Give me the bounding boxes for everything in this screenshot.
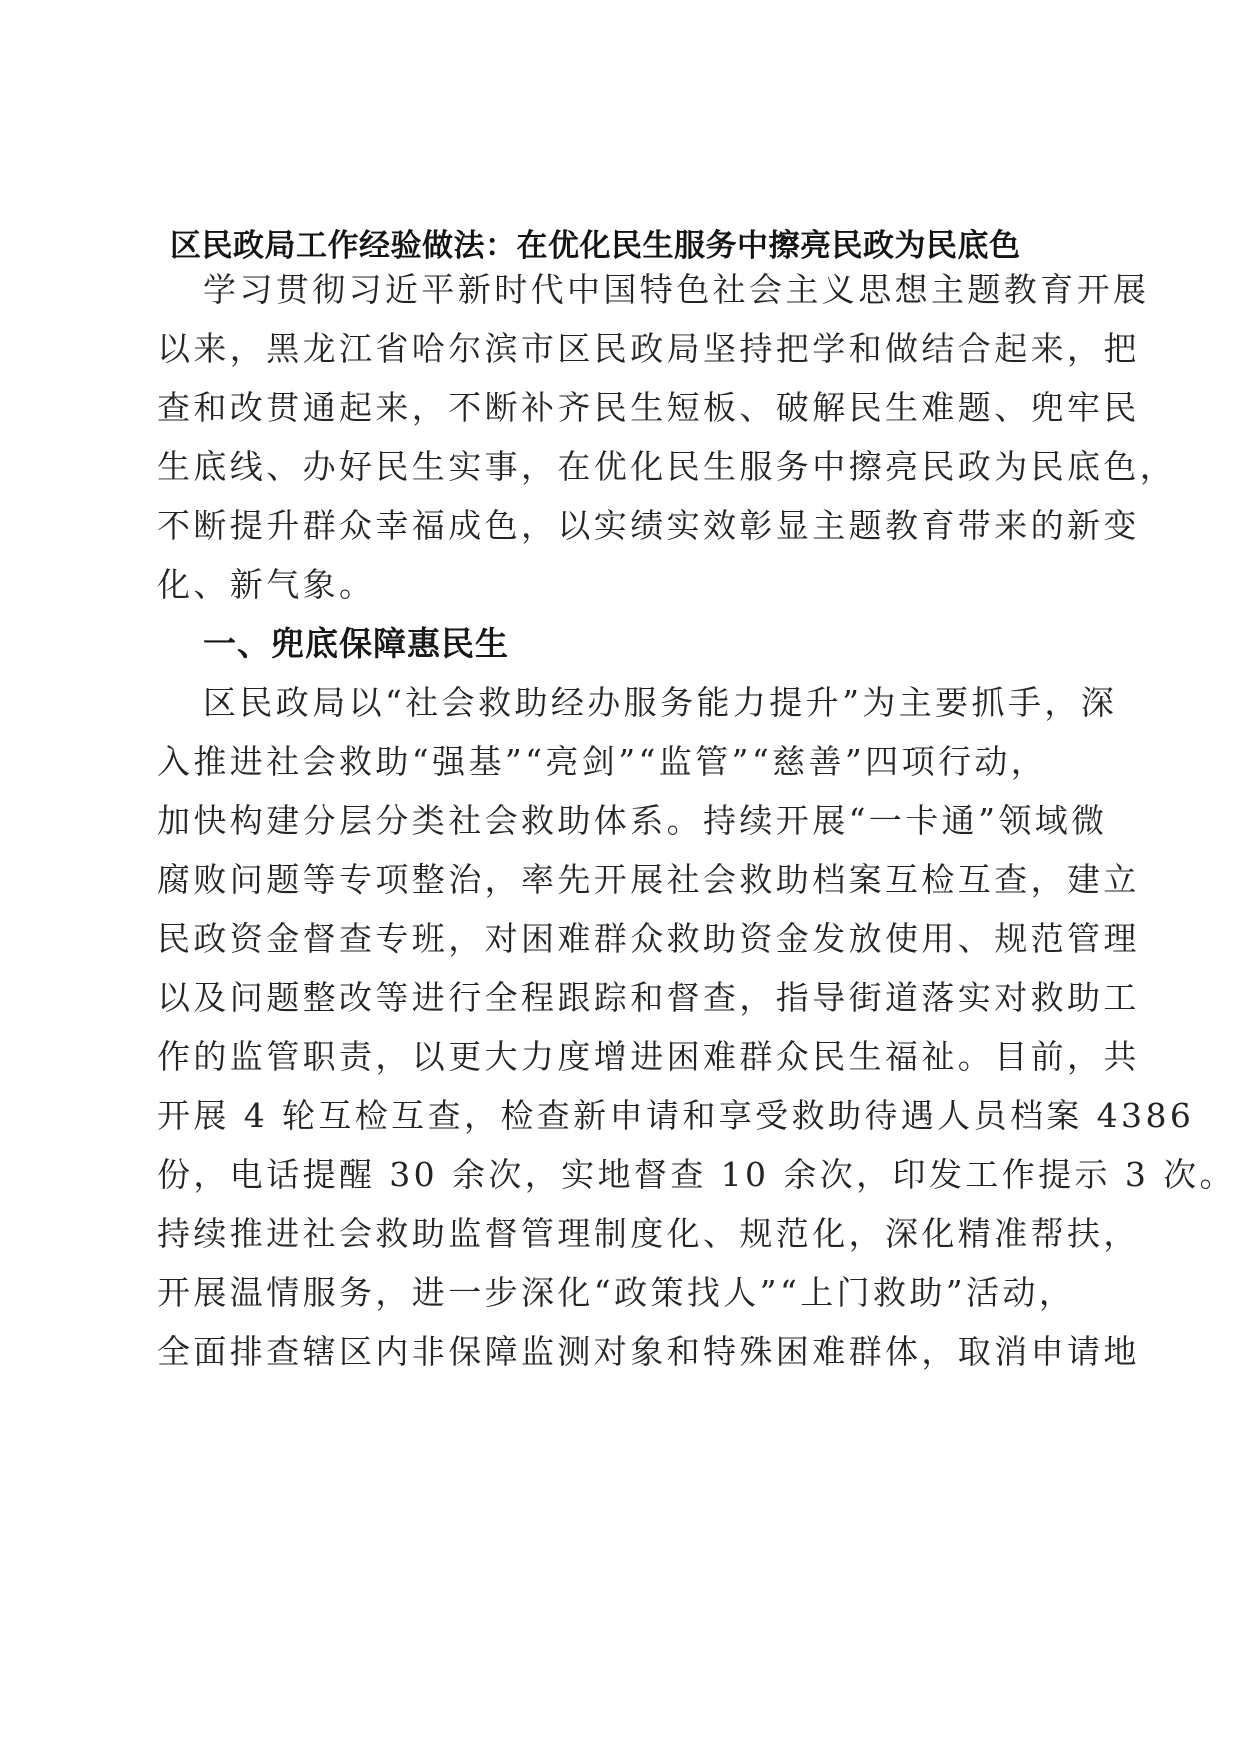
body-line: 区民政局以“社会救助经办服务能力提升”为主要抓手，深 bbox=[203, 683, 1118, 722]
intro-line: 化、新气象。 bbox=[157, 565, 376, 604]
body-line: 全面排查辖区内非保障监测对象和特殊困难群体，取消申请地 bbox=[157, 1332, 1140, 1371]
body-line: 开展 4 轮互检互查，检查新申请和享受救助待遇人员档案 4386 bbox=[157, 1096, 1195, 1135]
body-line: 入推进社会救助“强基”“亮剑”“监管”“慈善”四项行动， bbox=[157, 742, 1048, 781]
document-title: 区民政局工作经验做法：在优化民生服务中擦亮民政为民底色 bbox=[170, 228, 1021, 264]
body-line: 民政资金督查专班，对困难群众救助资金发放使用、规范管理 bbox=[157, 919, 1140, 958]
intro-line: 生底线、办好民生实事，在优化民生服务中擦亮民政为民底色， bbox=[157, 447, 1177, 486]
intro-line: 以来，黑龙江省哈尔滨市区民政局坚持把学和做结合起来，把 bbox=[157, 329, 1140, 368]
body-line: 加快构建分层分类社会救助体系。持续开展“一卡通”领域微 bbox=[157, 801, 1108, 840]
body-line: 开展温情服务，进一步深化“政策找人”“上门救助”活动， bbox=[157, 1273, 1076, 1312]
intro-line: 学习贯彻习近平新时代中国特色社会主义思想主题教育开展 bbox=[203, 270, 1150, 309]
body-line: 作的监管职责，以更大力度增进困难群众民生福祉。目前，共 bbox=[157, 1037, 1140, 1076]
section-heading: 一、兜底保障惠民生 bbox=[203, 624, 509, 663]
intro-line: 不断提升群众幸福成色，以实绩实效彰显主题教育带来的新变 bbox=[157, 506, 1140, 545]
body-line: 腐败问题等专项整治，率先开展社会救助档案互检互查，建立 bbox=[157, 860, 1140, 899]
body-line: 持续推进社会救助监督管理制度化、规范化，深化精准帮扶， bbox=[157, 1214, 1140, 1253]
body-line: 以及问题整改等进行全程跟踪和督查，指导街道落实对救助工 bbox=[157, 978, 1140, 1017]
intro-line: 查和改贯通起来，不断补齐民生短板、破解民生难题、兜牢民 bbox=[157, 388, 1140, 427]
body-line: 份，电话提醒 30 余次，实地督查 10 余次，印发工作提示 3 次。 bbox=[157, 1155, 1236, 1194]
